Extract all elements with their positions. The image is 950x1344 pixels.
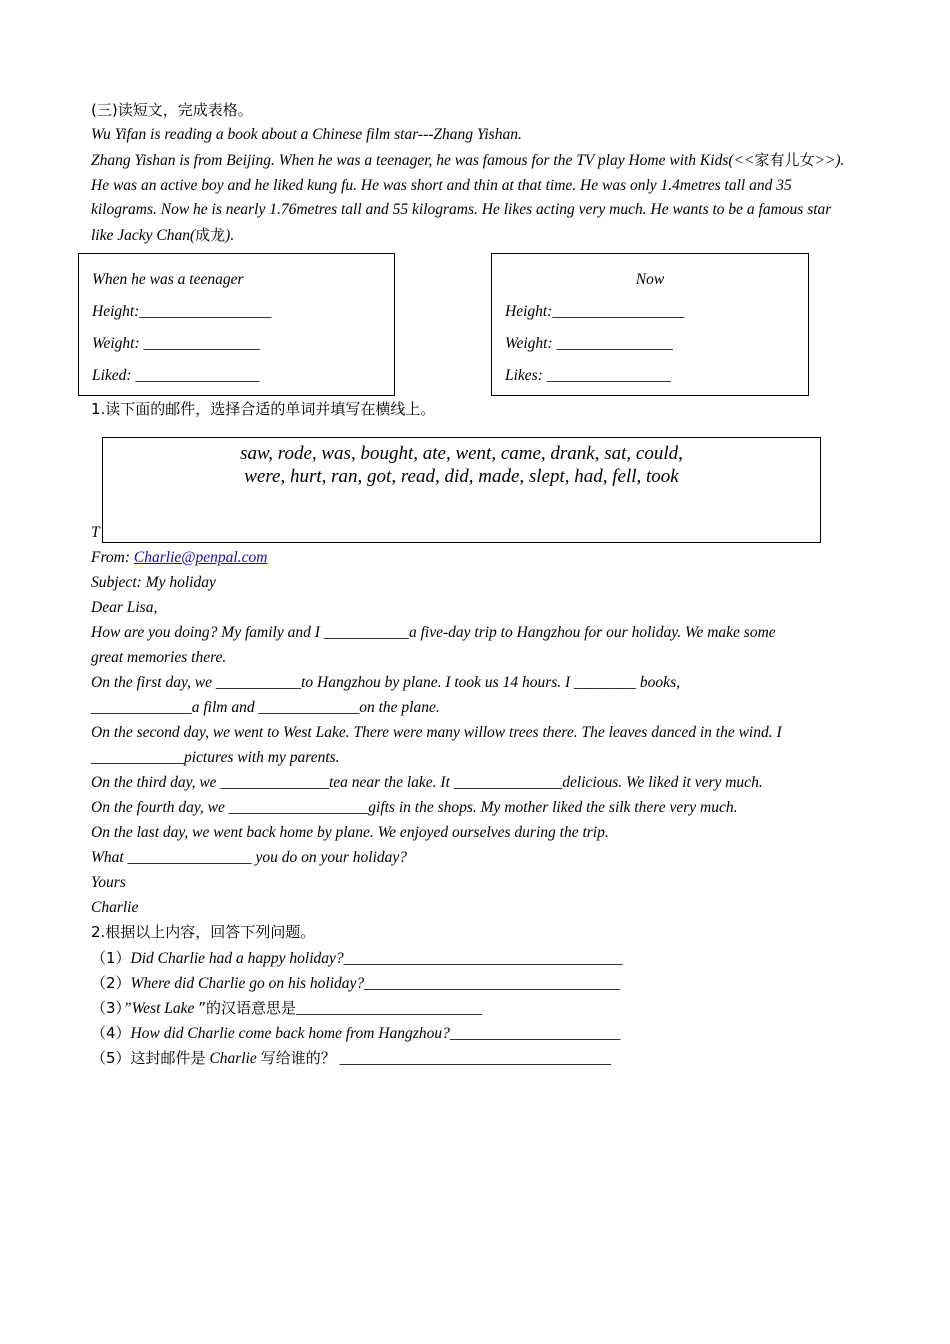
q5-blank: ___________________________________ <box>335 1050 611 1067</box>
word-bank-line-2: were, hurt, ran, got, read, did, made, slept, had, fell, took <box>244 466 679 487</box>
from-label: From: <box>91 549 134 566</box>
teenager-height[interactable]: Height:_________________ <box>92 303 272 320</box>
q3-blank: ________________________ <box>296 1000 483 1017</box>
word-bank-box <box>102 437 821 543</box>
email-signature: Charlie <box>91 899 139 916</box>
teenager-weight[interactable]: Weight: _______________ <box>92 335 260 352</box>
now-height[interactable]: Height:_________________ <box>505 303 685 320</box>
now-likes[interactable]: Likes: ________________ <box>505 367 671 384</box>
q1-number: （1） <box>91 949 131 967</box>
email-p1a: How are you doing? My family and I ___________a five-day trip to Hangzhou for our holiday. We make some <box>91 624 776 641</box>
passage-zh-1: 家有儿女 <box>754 151 815 169</box>
email-p2a: On the first day, we ___________to Hangzhou by plane. I took us 14 hours. I ________ books, <box>91 674 680 691</box>
email-p5: On the fourth day, we __________________gifts in the shops. My mother liked the silk there very much. <box>91 799 738 816</box>
question-5 <box>91 1046 611 1071</box>
teenager-liked[interactable]: Liked: ________________ <box>92 367 260 384</box>
table-now <box>491 253 809 396</box>
email-subject: Subject: My holiday <box>91 574 216 591</box>
q3-number: （3） <box>91 999 124 1017</box>
email-p2b: _____________a film and _____________on the plane. <box>91 699 440 716</box>
to-line-hidden: T <box>91 524 100 541</box>
email-p3b: ____________pictures with my parents. <box>91 749 340 766</box>
teenager-title: When he was a teenager <box>92 271 244 288</box>
section3-intro: Wu Yifan is reading a book about a Chinese film star---Zhang Yishan. <box>91 126 522 143</box>
q5-text-zh1: 这封邮件是 <box>130 1049 206 1067</box>
section3-heading: (三)读短文，完成表格。 <box>91 101 253 119</box>
email-p4: On the third day, we ______________tea near the lake. It ______________delicious. We liked it very much. <box>91 774 763 791</box>
word-bank-line-1: saw, rode, was, bought, ate, went, came, drank, sat, could, <box>240 443 683 464</box>
email-greeting: Dear Lisa, <box>91 599 158 616</box>
passage-en-1: Zhang Yishan is from Beijing. When he was a teenager, he was famous for the TV play Home with Kids(<< <box>91 152 755 169</box>
q5-name: Charlie <box>205 1050 261 1067</box>
email-p3a: On the second day, we went to West Lake. There were many willow trees there. The leaves danced in the wind. I <box>91 724 782 741</box>
email-p6: On the last day, we went back home by plane. We enjoyed ourselves during the trip. <box>91 824 609 841</box>
question-3 <box>91 996 482 1021</box>
q5-text-zh2: 写给谁的？ <box>260 1049 336 1067</box>
q3-text-a: ”West Lake <box>123 1000 199 1017</box>
email-p1b: great memories there. <box>91 649 227 666</box>
passage-en-2: >>). He was an active boy and he liked kung fu. He was short and thin at that time. He was only 1.4metres tall and 35 kilograms. Now he is nearly 1.76metres tall and 55 kilograms. He likes acting very much. He wants to be a famous star like Jacky Chan( <box>91 152 845 244</box>
q4-text: How did Charlie come back home from Hangzhou?______________________ <box>130 1025 621 1042</box>
now-title: Now <box>635 271 665 288</box>
question-1 <box>91 946 623 971</box>
email-from <box>91 546 267 570</box>
email-closing: Yours <box>91 874 126 891</box>
table-teenager <box>78 253 395 396</box>
q1-text: Did Charlie had a happy holiday?____________________________________ <box>130 950 623 967</box>
q5-number: （5） <box>91 1049 131 1067</box>
question-4 <box>91 1021 620 1046</box>
from-email-link[interactable]: Charlie@penpal.com <box>133 549 268 566</box>
passage-zh-2: 成龙 <box>195 225 226 244</box>
question-2 <box>91 971 620 996</box>
q3-text-zh: ”的汉语意思是 <box>198 999 297 1017</box>
q2-number: （2） <box>91 974 131 992</box>
section3-passage <box>91 148 856 248</box>
q4-number: （4） <box>91 1024 131 1042</box>
now-weight[interactable]: Weight: _______________ <box>505 335 673 352</box>
email-p7: What ________________ you do on your holiday? <box>91 849 408 866</box>
passage-en-3: ). <box>225 226 235 244</box>
task1-heading: 1.读下面的邮件，选择合适的单词并填写在横线上。 <box>91 400 436 418</box>
task2-heading: 2.根据以上内容，回答下列问题。 <box>91 923 316 941</box>
q2-text: Where did Charlie go on his holiday?_________________________________ <box>130 975 620 992</box>
